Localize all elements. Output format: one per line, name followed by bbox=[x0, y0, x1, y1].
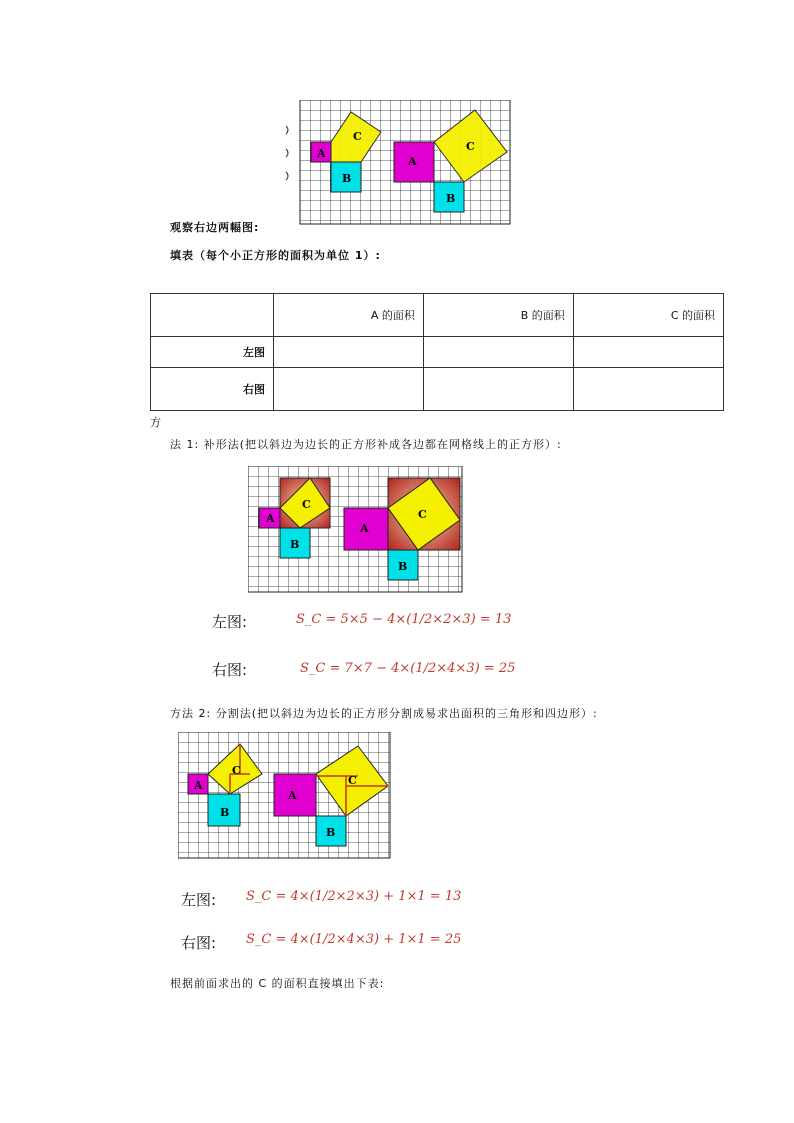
label-a-left: A bbox=[317, 147, 326, 160]
method1-right-formula: S_C = 7×7 − 4×(1/2×4×3) = 25 bbox=[300, 661, 516, 676]
table-cell[interactable] bbox=[423, 368, 573, 411]
method1-left-label: 左图: bbox=[212, 613, 248, 631]
fill-prompt: 填表（每个小正方形的面积为单位 1）: bbox=[170, 249, 381, 262]
label-c-left: C bbox=[232, 764, 241, 777]
table-row bbox=[151, 337, 724, 368]
area-table bbox=[150, 293, 724, 411]
label-b-right: B bbox=[446, 192, 456, 205]
label-b-left: B bbox=[342, 172, 352, 185]
label-b-right: B bbox=[326, 826, 336, 839]
row-label: 右图 bbox=[151, 368, 274, 411]
label-a-left: A bbox=[266, 512, 275, 525]
figure-grid-1 bbox=[270, 100, 512, 225]
method2-left-label: 左图: bbox=[181, 891, 217, 909]
method1-right-label: 右图: bbox=[212, 661, 248, 679]
table-cell[interactable] bbox=[423, 337, 573, 368]
table-header-row bbox=[151, 294, 724, 337]
label-c-right: C bbox=[348, 774, 357, 787]
label-c-right: C bbox=[418, 508, 427, 521]
method1-text: 法 1: 补形法(把以斜边为边长的正方形补成各边都在网格线上的正方形）: bbox=[170, 438, 562, 451]
label-b-left: B bbox=[290, 538, 300, 551]
table-header-cell: B 的面积 bbox=[423, 294, 573, 337]
label-a-right: A bbox=[408, 155, 417, 168]
method2-left-formula: S_C = 4×(1/2×2×3) + 1×1 = 13 bbox=[246, 889, 462, 904]
table-cell[interactable] bbox=[573, 337, 723, 368]
figure-grid-2 bbox=[248, 466, 464, 594]
closing-text: 根据前面求出的 C 的面积直接填出下表: bbox=[170, 977, 385, 990]
label-a-right: A bbox=[288, 789, 297, 802]
method2-text: 方法 2: 分割法(把以斜边为边长的正方形分割成易求出面积的三角形和四边形）: bbox=[170, 707, 598, 720]
table-cell[interactable] bbox=[274, 337, 424, 368]
method1-left-formula: S_C = 5×5 − 4×(1/2×2×3) = 13 bbox=[296, 612, 512, 627]
method2-right-label: 右图: bbox=[181, 934, 217, 952]
table-cell[interactable] bbox=[573, 368, 723, 411]
table-header-cell: C 的面积 bbox=[573, 294, 723, 337]
label-b-right: B bbox=[398, 560, 408, 573]
label-a-left: A bbox=[194, 779, 203, 792]
label-b-left: B bbox=[220, 806, 230, 819]
figure-grid-3 bbox=[178, 732, 392, 860]
label-c-left: C bbox=[353, 130, 362, 143]
intro-text: 观察右边两幅图: bbox=[170, 221, 260, 234]
table-header-cell: A 的面积 bbox=[274, 294, 424, 337]
method2-right-formula: S_C = 4×(1/2×4×3) + 1×1 = 25 bbox=[246, 932, 462, 947]
label-c-right: C bbox=[466, 140, 475, 153]
table-cell[interactable] bbox=[274, 368, 424, 411]
label-a-right: A bbox=[360, 522, 369, 535]
label-c-left: C bbox=[302, 498, 311, 511]
table-row bbox=[151, 368, 724, 411]
method1-prefix: 方 bbox=[150, 416, 162, 429]
row-label: 左图 bbox=[151, 337, 274, 368]
table-header-cell bbox=[151, 294, 274, 337]
